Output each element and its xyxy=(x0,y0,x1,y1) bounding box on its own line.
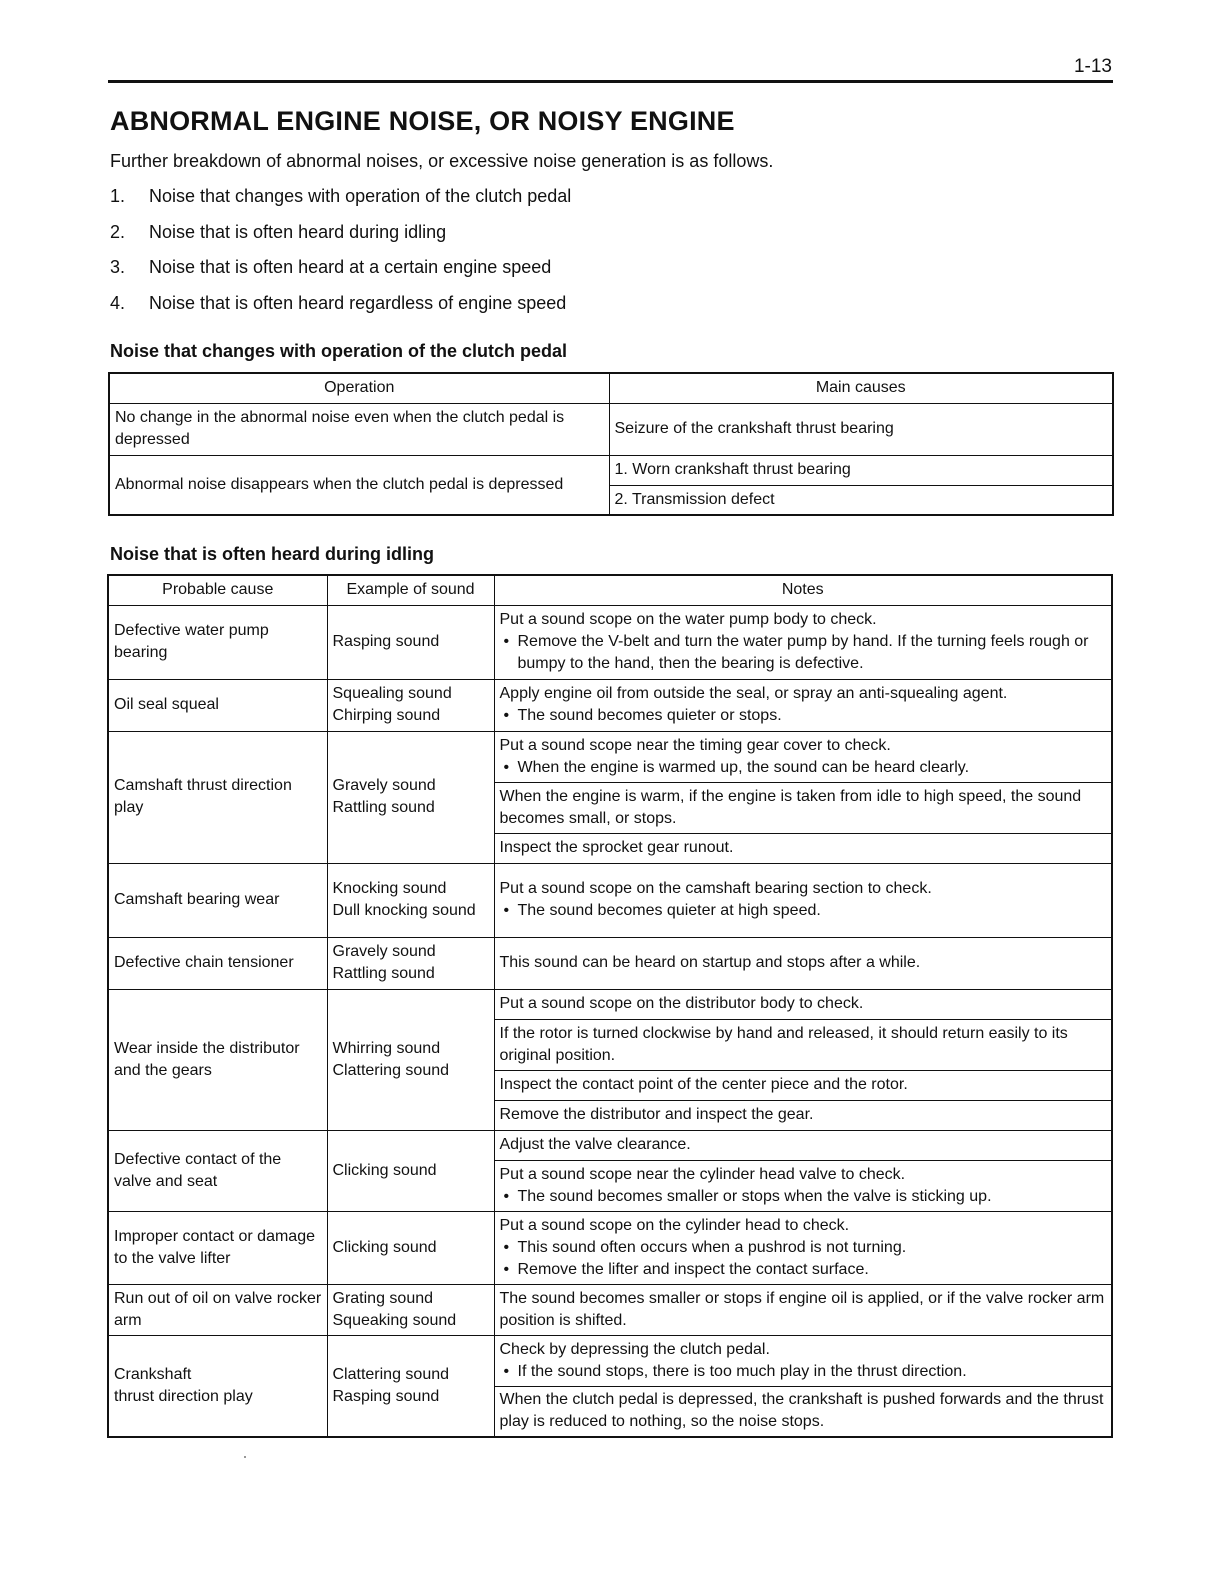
table-row xyxy=(108,731,1112,782)
sound-cell: Clicking sound xyxy=(327,1211,494,1284)
scan-speck xyxy=(244,1456,246,1458)
table-row xyxy=(108,605,1112,679)
list-text: Noise that is often heard regardless of engine speed xyxy=(149,292,567,313)
note-text: Put a sound scope near the timing gear cover to check. xyxy=(499,736,891,754)
sound-line: Rasping sound xyxy=(332,1387,440,1405)
cause-cell: Camshaft bearing wear xyxy=(108,863,327,937)
cause-cell xyxy=(108,1335,327,1437)
table-row xyxy=(109,455,1113,485)
clutch-section-title: Noise that changes with operation of the clutch pedal xyxy=(110,341,568,361)
table-row xyxy=(108,1335,1112,1386)
note-bullet: • This sound often occurs when a pushrod is not turning. xyxy=(500,1237,1107,1259)
idling-table xyxy=(107,574,1113,1438)
column-header: Operation xyxy=(109,373,609,403)
cause-cell: Defective contact of the valve and seat xyxy=(108,1130,327,1211)
notes-cell xyxy=(494,1335,1112,1386)
sound-cell xyxy=(327,731,494,863)
sound-line: Gravely sound xyxy=(332,777,436,794)
cause-cell: 1. Worn crankshaft thrust bearing xyxy=(609,455,1113,485)
cause-cell: 2. Transmission defect xyxy=(609,485,1113,515)
notes-cell: If the rotor is turned clockwise by hand and released, it should return easily to its original position. xyxy=(494,1019,1112,1070)
sound-line: Knocking sound xyxy=(332,880,447,897)
page-number: 1-13 xyxy=(1073,56,1112,77)
operation-cell: No change in the abnormal noise even when the clutch pedal is depressed xyxy=(109,403,609,455)
note-bullet: • Remove the V-belt and turn the water pump by hand. If the turning feels rough or bumpy to the hand, then the bearing is defective. xyxy=(500,631,1107,675)
sound-cell: Clicking sound xyxy=(327,1130,494,1211)
notes-cell xyxy=(494,1211,1112,1284)
note-bullet: • Remove the lifter and inspect the contact surface. xyxy=(500,1259,1107,1281)
list-number: 4. xyxy=(110,292,126,313)
cause-cell: Seizure of the crankshaft thrust bearing xyxy=(609,403,1113,455)
notes-cell: Put a sound scope on the distributor body to check. xyxy=(494,989,1112,1019)
clutch-table xyxy=(108,372,1114,516)
table-header-row xyxy=(108,575,1112,605)
operation-cell: Abnormal noise disappears when the clutch pedal is depressed xyxy=(109,455,609,515)
note-bullet: • The sound becomes quieter at high speed. xyxy=(500,900,1107,922)
sound-line: Clattering sound xyxy=(332,1365,450,1383)
table-row xyxy=(108,863,1112,937)
sound-line: Squeaking sound xyxy=(332,1311,457,1329)
sound-cell xyxy=(327,679,494,731)
list-item xyxy=(110,222,571,258)
list-text: Noise that is often heard during idling xyxy=(149,221,447,242)
noise-category-list xyxy=(110,186,571,328)
notes-cell: Remove the distributor and inspect the gear. xyxy=(494,1100,1112,1130)
list-item xyxy=(110,293,571,329)
intro-paragraph: Further breakdown of abnormal noises, or excessive noise generation is as follows. xyxy=(110,151,774,171)
table-row xyxy=(108,1211,1112,1284)
note-text: Put a sound scope near the cylinder head valve to check. xyxy=(499,1165,906,1183)
cause-cell: Defective chain tensioner xyxy=(108,937,327,989)
sound-cell: Rasping sound xyxy=(327,605,494,679)
note-bullet: • When the engine is warmed up, the sound can be heard clearly. xyxy=(500,757,1107,779)
cause-line: thrust direction play xyxy=(114,1387,253,1405)
list-text: Noise that changes with operation of the clutch pedal xyxy=(149,186,572,206)
note-text: Put a sound scope on the cylinder head to check. xyxy=(499,1216,850,1234)
list-number: 2. xyxy=(110,221,126,242)
notes-cell xyxy=(494,679,1112,731)
table-header-row xyxy=(109,373,1113,403)
sound-line: Rattling sound xyxy=(332,799,435,816)
notes-cell xyxy=(494,863,1112,937)
list-item xyxy=(110,257,571,293)
notes-cell: When the clutch pedal is depressed, the crankshaft is pushed forwards and the thrust play is reduced to nothing, so the noise stops. xyxy=(494,1386,1112,1437)
page-title: ABNORMAL ENGINE NOISE, OR NOISY ENGINE xyxy=(110,106,735,136)
cause-cell: Improper contact or damage to the valve lifter xyxy=(108,1211,327,1284)
cause-cell: Wear inside the distributor and the gears xyxy=(108,989,327,1130)
sound-line: Gravely sound xyxy=(332,943,436,960)
note-bullet: • The sound becomes quieter or stops. xyxy=(500,705,1107,727)
table-row xyxy=(108,1284,1112,1335)
cause-cell: Oil seal squeal xyxy=(108,679,327,731)
sound-cell xyxy=(327,1284,494,1335)
note-bullet: • If the sound stops, there is too much play in the thrust direction. xyxy=(500,1361,1107,1383)
column-header: Probable cause xyxy=(108,575,327,605)
sound-line: Chirping sound xyxy=(332,707,441,724)
column-header: Example of sound xyxy=(327,575,494,605)
notes-cell: This sound can be heard on startup and stops after a while. xyxy=(494,937,1112,989)
list-item xyxy=(110,186,571,222)
table-row xyxy=(108,679,1112,731)
cause-cell: Camshaft thrust direction play xyxy=(108,731,327,863)
notes-cell: Inspect the contact point of the center piece and the rotor. xyxy=(494,1070,1112,1100)
sound-line: Squealing sound xyxy=(332,685,452,702)
sound-cell xyxy=(327,863,494,937)
idling-section-title: Noise that is often heard during idling xyxy=(110,544,435,564)
sound-line: Whirring sound xyxy=(332,1039,441,1057)
note-text: Check by depressing the clutch pedal. xyxy=(499,1340,770,1358)
notes-cell: Adjust the valve clearance. xyxy=(494,1130,1112,1160)
notes-cell: Inspect the sprocket gear runout. xyxy=(494,833,1112,863)
note-bullet: • The sound becomes smaller or stops when the valve is sticking up. xyxy=(500,1186,1107,1208)
notes-cell xyxy=(494,1160,1112,1211)
table-row xyxy=(109,403,1113,455)
notes-cell: When the engine is warm, if the engine is taken from idle to high speed, the sound becomes small, or stops. xyxy=(494,782,1112,833)
cause-cell: Run out of oil on valve rocker arm xyxy=(108,1284,327,1335)
cause-cell: Defective water pump bearing xyxy=(108,605,327,679)
sound-line: Dull knocking sound xyxy=(332,902,476,919)
sound-cell xyxy=(327,989,494,1130)
table-row xyxy=(108,937,1112,989)
sound-cell xyxy=(327,1335,494,1437)
column-header: Main causes xyxy=(609,373,1113,403)
sound-line: Grating sound xyxy=(332,1289,434,1307)
table-row xyxy=(108,1130,1112,1160)
list-number: 3. xyxy=(110,257,126,277)
sound-line: Rattling sound xyxy=(332,965,435,982)
header-rule xyxy=(108,80,1113,83)
table-row xyxy=(108,989,1112,1019)
cause-line: Crankshaft xyxy=(114,1365,192,1383)
sound-line: Clattering sound xyxy=(332,1061,450,1079)
list-number: 1. xyxy=(110,186,126,206)
sound-cell xyxy=(327,937,494,989)
notes-cell xyxy=(494,605,1112,679)
column-header: Notes xyxy=(494,575,1112,605)
note-text: Put a sound scope on the camshaft bearing section to check. xyxy=(499,880,932,897)
notes-cell: The sound becomes smaller or stops if engine oil is applied, or if the valve rocker arm position is shifted. xyxy=(494,1284,1112,1335)
note-text: Put a sound scope on the water pump body to check. xyxy=(499,611,877,628)
list-text: Noise that is often heard at a certain engine speed xyxy=(149,257,552,277)
notes-cell xyxy=(494,731,1112,782)
note-text: Apply engine oil from outside the seal, or spray an anti-squealing agent. xyxy=(499,685,1008,702)
